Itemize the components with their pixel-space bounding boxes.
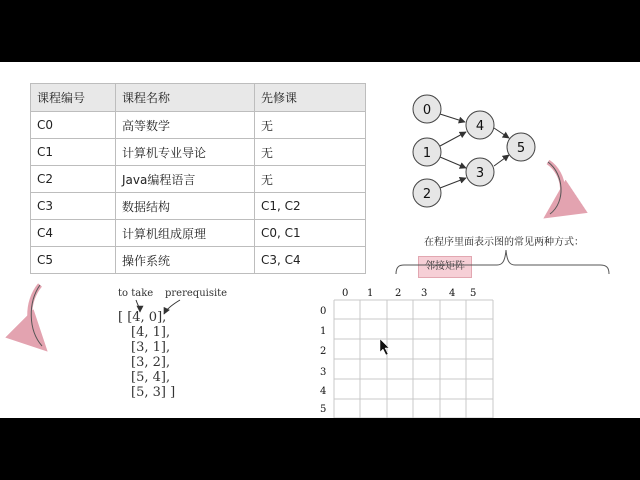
cell-course-id: C3: [31, 193, 116, 220]
graph-node-3: [466, 158, 494, 186]
matrix-col-header: 0: [342, 288, 349, 299]
edge-1-3: [440, 157, 466, 168]
header-course-name: 课程名称: [116, 84, 255, 112]
edge-4-5: [494, 128, 509, 138]
cell-course-id: C1: [31, 139, 116, 166]
cell-prerequisite: 无: [255, 112, 366, 139]
matrix-row-header: 1: [320, 326, 327, 337]
matrix-row-header: 4: [320, 386, 327, 397]
adjacency-matrix-grid: [334, 300, 493, 418]
cell-course-id: C4: [31, 220, 116, 247]
node-label: 2: [422, 187, 432, 202]
edge-1-4: [440, 132, 466, 146]
cell-prerequisite: 无: [255, 139, 366, 166]
to-take-label: to take: [118, 288, 154, 299]
cell-prerequisite: 无: [255, 166, 366, 193]
graph-node-4: [466, 111, 494, 139]
edge-0-4: [440, 114, 465, 122]
prerequisite-pointer: [164, 300, 180, 314]
adjacency-matrix-label: 邻接矩阵: [418, 256, 472, 278]
cell-course-name: 操作系统: [116, 247, 255, 274]
node-label: 0: [422, 103, 432, 118]
cell-prerequisite: C1, C2: [255, 193, 366, 220]
graph-node-5: [507, 133, 535, 161]
cell-course-name: 高等数学: [116, 112, 255, 139]
matrix-row-header: 5: [320, 404, 327, 415]
matrix-row-header: 0: [320, 306, 327, 317]
mouse-cursor-icon: [380, 339, 389, 355]
matrix-col-header: 2: [395, 288, 402, 299]
graph-node-2: [413, 179, 441, 207]
pair-line: [3, 2],: [131, 355, 171, 370]
node-label: 4: [475, 119, 485, 134]
cell-course-name: Java编程语言: [116, 166, 255, 193]
matrix-col-header: 1: [367, 288, 374, 299]
node-label: 1: [422, 146, 432, 161]
cell-prerequisite: C3, C4: [255, 247, 366, 274]
cell-course-id: C5: [31, 247, 116, 274]
matrix-col-header: 3: [421, 288, 428, 299]
pair-line: [4, 1],: [131, 325, 171, 340]
graph-node-1: [413, 138, 441, 166]
header-prerequisite: 先修课: [255, 84, 366, 112]
cell-course-name: 计算机组成原理: [116, 220, 255, 247]
cell-course-id: C2: [31, 166, 116, 193]
cell-course-name: 计算机专业导论: [116, 139, 255, 166]
pair-line: [5, 3] ]: [131, 385, 176, 400]
edge-2-3: [440, 178, 466, 188]
to-take-pointer: [136, 300, 140, 312]
node-label: 5: [516, 141, 526, 156]
pair-line: [3, 1],: [131, 340, 171, 355]
cell-course-id: C0: [31, 112, 116, 139]
matrix-col-header: 4: [449, 288, 456, 299]
header-course-id: 课程编号: [31, 84, 116, 112]
matrix-col-header: 5: [470, 288, 477, 299]
pair-line: [5, 4],: [131, 370, 171, 385]
matrix-row-header: 3: [320, 367, 327, 378]
slide-drawings: [0, 62, 640, 418]
representation-note: 在程序里面表示图的常见两种方式：: [424, 237, 584, 248]
curly-brace: [396, 250, 609, 274]
cell-prerequisite: C0, C1: [255, 220, 366, 247]
cell-course-name: 数据结构: [116, 193, 255, 220]
graph-node-0: [413, 95, 441, 123]
slide-canvas: [0, 62, 640, 418]
matrix-row-header: 2: [320, 346, 327, 357]
pair-line: [ [4, 0],: [118, 310, 167, 325]
node-label: 3: [475, 166, 485, 181]
edge-3-5: [494, 155, 509, 166]
prerequisite-label: prerequisite: [165, 288, 228, 299]
